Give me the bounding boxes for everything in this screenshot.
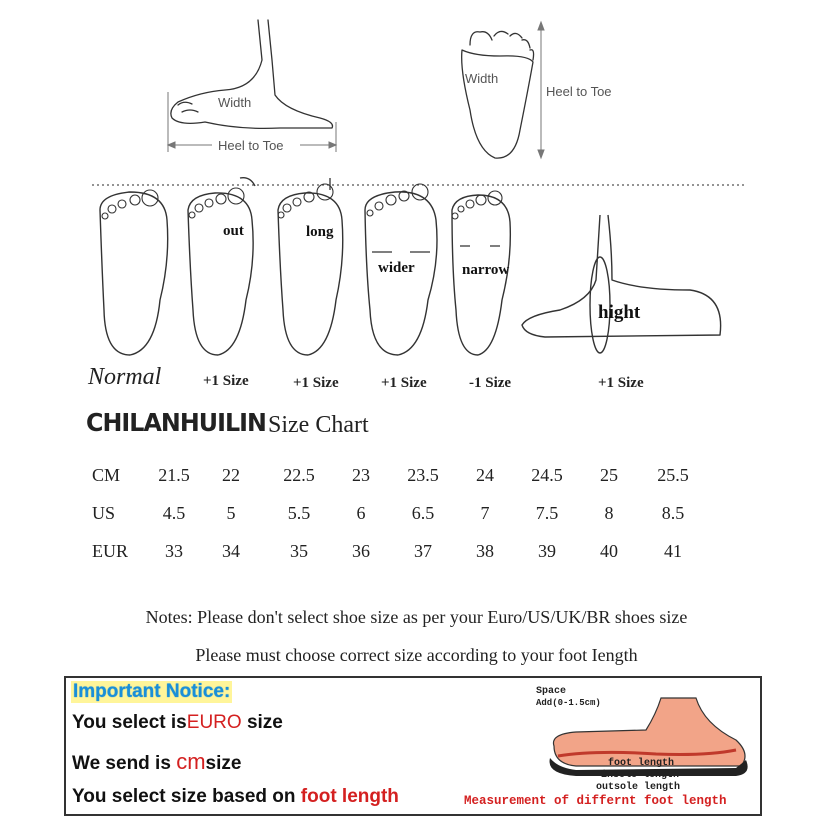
table-row [92,456,706,494]
notice-highlight: EURO [186,712,242,733]
foot-length-label: foot length [608,758,675,769]
table-cell: 25 [600,464,618,485]
width-label-top: Width [465,71,499,86]
table-cell: 7 [480,502,490,523]
table-cell: 7.5 [535,502,559,523]
heel-to-toe-label-side: Heel to Toe [218,138,284,153]
foot-label-narrow: narrow [462,262,510,278]
table-cell: 34 [222,540,240,561]
notice-text: We send is [72,753,177,774]
table-cell: 22 [222,464,240,485]
table-cell: 35 [290,540,308,561]
table-cell: 6 [356,502,366,523]
table-cell: 23 [352,464,370,485]
table-cell: 5 [226,502,236,523]
foot-label-wider: wider [378,260,415,276]
notes-line-1: Notes: Please don't select shoe size as per your Euro/US/UK/BR shoes size [145,607,688,627]
table-cell: 21.5 [158,464,190,485]
table-cell: 8 [604,502,614,523]
notice-text: size [205,753,242,774]
outsole-length-label: outsole length [596,782,681,793]
notice-heading: Important Notice: [73,681,231,702]
table-cell: 25.5 [657,464,689,485]
table-cell: 8.5 [661,502,685,523]
foot-label-hight: hight [598,302,641,323]
notice-highlight: cm [176,749,206,774]
notice-text: You select is [72,712,187,733]
row-label: EUR [92,540,128,561]
caption-hight: +1 Size [598,375,644,391]
foot-measure-diagram [0,0,833,400]
table-cell: 40 [600,540,618,561]
table-cell: 36 [352,540,370,561]
notes-line-2: Please must choose correct size according to your foot Iength [195,645,638,665]
size-table [92,456,706,570]
table-row [92,494,706,532]
important-notice-box [64,676,762,816]
measurement-caption: Measurement of differnt foot length [464,794,727,808]
notice-highlight: foot length [300,786,399,807]
notice-line-2 [72,749,241,775]
brand-logo: CHILANHUILIN [86,408,266,437]
heel-to-toe-label-top: Heel to Toe [546,84,612,99]
width-label-side: Width [218,95,252,110]
table-row [92,532,706,570]
table-cell: 24 [476,464,494,485]
table-cell: 24.5 [531,464,563,485]
table-cell: 6.5 [411,502,435,523]
size-chart-title: Size Chart [268,412,369,438]
table-cell: 33 [165,540,183,561]
caption-normal: Normal [88,364,162,390]
table-cell: 38 [476,540,494,561]
table-cell: 41 [664,540,682,561]
table-cell: 37 [414,540,432,561]
table-cell: 4.5 [162,502,186,523]
insole-length-label: insole length [601,770,680,781]
shoe-space-label: Space [536,686,567,697]
table-cell: 5.5 [287,502,311,523]
shoe-add-label: Add(0-1.5cm) [536,698,601,708]
foot-label-long: long [306,224,334,240]
notice-text: size [241,712,283,733]
table-cell: 39 [538,540,556,561]
foot-label-out: out [223,223,244,239]
table-cell: 22.5 [283,464,315,485]
caption-out: +1 Size [203,373,249,389]
caption-narrow: -1 Size [469,375,512,391]
caption-long: +1 Size [293,375,339,391]
table-cell: 23.5 [407,464,439,485]
caption-wider: +1 Size [381,375,427,391]
notice-text: You select size based on [72,786,301,807]
notice-line-3 [72,786,399,808]
row-label: CM [92,464,121,485]
notice-line-1 [72,712,283,734]
row-label: US [92,502,116,523]
